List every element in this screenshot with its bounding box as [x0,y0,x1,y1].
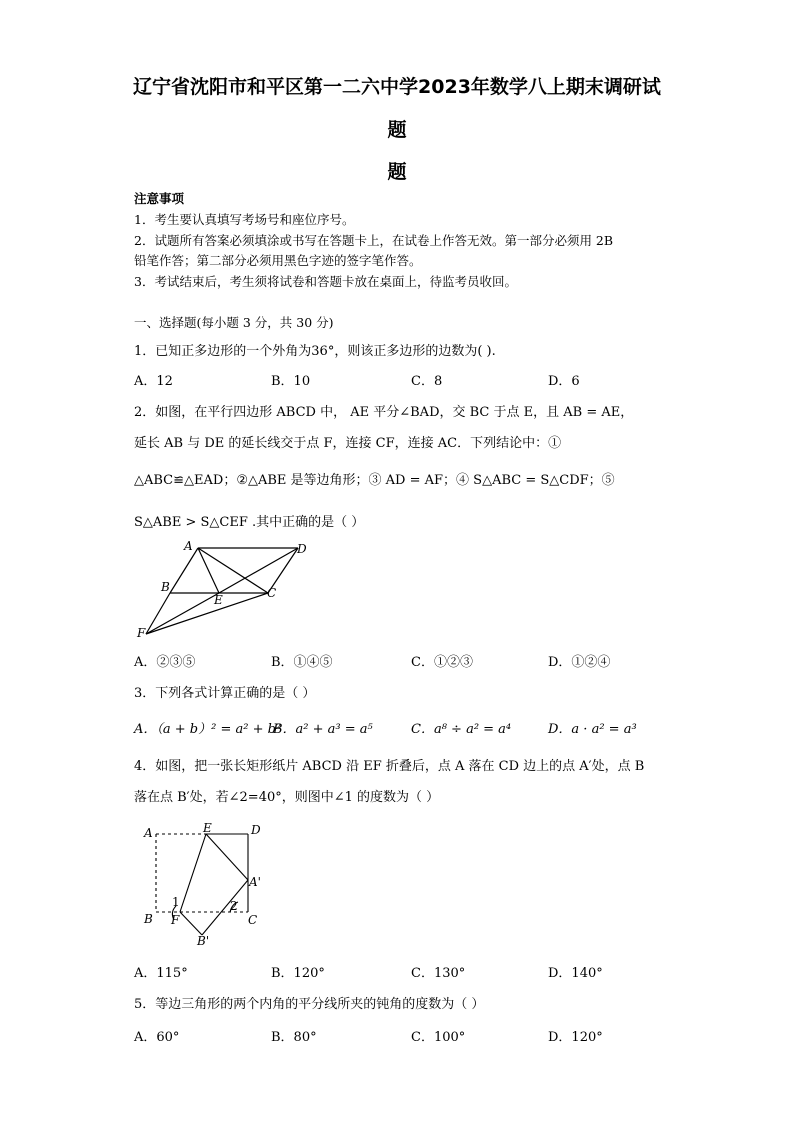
note-2-line-1: 2．试题所有答案必须填涂或书写在答题卡上，在试卷上作答无效。第一部分必须用 2B [134,233,614,248]
label-d: D [251,823,261,837]
label-a: A [184,539,193,553]
question-3-stem: 3．下列各式计算正确的是（ ） [134,686,316,701]
note-2-line-2: 铅笔作答；第二部分必须用黑色字迹的签字笔作答。 [134,253,422,268]
label-b-prime: B' [197,934,210,948]
question-4-line-2: 落在点 B′处，若∠2=40°，则图中∠1 的度数为（ ） [134,790,440,805]
label-e: E [203,821,212,835]
q2-option-d: D．①②④ [548,655,611,670]
label-c: C [248,913,258,927]
label-a-prime: A' [249,875,261,889]
label-a: A [144,826,153,840]
label-b: B [144,912,153,926]
angle-1-label: 1 [172,895,180,909]
label-c: C [267,586,277,600]
q3-option-c: C．a⁸ ÷ a² = a⁴ [411,722,512,737]
note-3: 3．考试结束后，考生须将试卷和答题卡放在桌面上，待监考员收回。 [134,274,517,289]
q1-option-c: C．8 [411,374,443,389]
section-heading-choice: 一、选择题(每小题 3 分，共 30 分) [134,315,334,330]
question-4-line-1: 4．如图，把一张长矩形纸片 ABCD 沿 EF 折叠后，点 A 落在 CD 边上的点 A′处，点 B [134,759,645,774]
q5-option-b: B．80° [271,1030,317,1045]
q1-option-d: D．6 [548,374,580,389]
q1-option-b: B．10 [271,374,311,389]
q5-option-c: C．100° [411,1030,466,1045]
document-title-line-2: 题 [387,119,407,141]
q2-option-a: A．②③⑤ [134,655,196,670]
question-2-line-1: 2．如图，在平行四边形 ABCD 中， AE 平分∠BAD，交 BC 于点 E，且 AB = AE， [134,405,634,420]
q3-option-a: A．（a + b）² = a² + b² [134,722,282,737]
label-e: E [214,593,223,607]
label-b: B [161,580,170,594]
q4-option-a: A．115° [134,966,188,981]
q5-option-d: D．120° [548,1030,603,1045]
q3-option-d: D．a · a² = a³ [548,722,637,737]
q1-option-a: A．12 [134,374,173,389]
question-2-line-2: 延长 AB 与 DE 的延长线交于点 F，连接 CF，连接 AC．下列结论中：① [134,436,562,451]
question-2-line-4: S△ABE > S△CEF .其中正确的是（ ） [134,515,365,530]
document-title-line-1: 辽宁省沈阳市和平区第一二六中学2023年数学八上期末调研试 [133,76,661,98]
parallelogram-figure [134,538,324,640]
label-d: D [297,542,307,556]
question-1-stem: 1．已知正多边形的一个外角为36°，则该正多边形的边数为( ). [134,344,496,359]
q2-option-b: B．①④⑤ [271,655,333,670]
angle-2-label: 2 [230,899,238,913]
question-5-stem: 5．等边三角形的两个内角的平分线所夹的钝角的度数为（ ） [134,997,485,1012]
q4-option-d: D．140° [548,966,603,981]
q3-option-b: B．a² + a³ = a⁵ [273,722,373,737]
q2-option-c: C．①②③ [411,655,473,670]
label-f: F [137,626,146,640]
q4-option-c: C．130° [411,966,466,981]
label-f: F [171,913,180,927]
note-1: 1．考生要认真填写考场号和座位序号。 [134,212,355,227]
q4-option-b: B．120° [271,966,325,981]
notes-heading: 注意事项 [134,191,185,206]
question-2-line-3: △ABC≌△EAD；②△ABE 是等边角形；③ AD = AF；④ S△ABC = S△CDF；⑤ [134,473,615,488]
q5-option-a: A．60° [134,1030,180,1045]
folded-rectangle-figure [142,820,272,948]
document-title-line-3: 题 [387,161,407,183]
